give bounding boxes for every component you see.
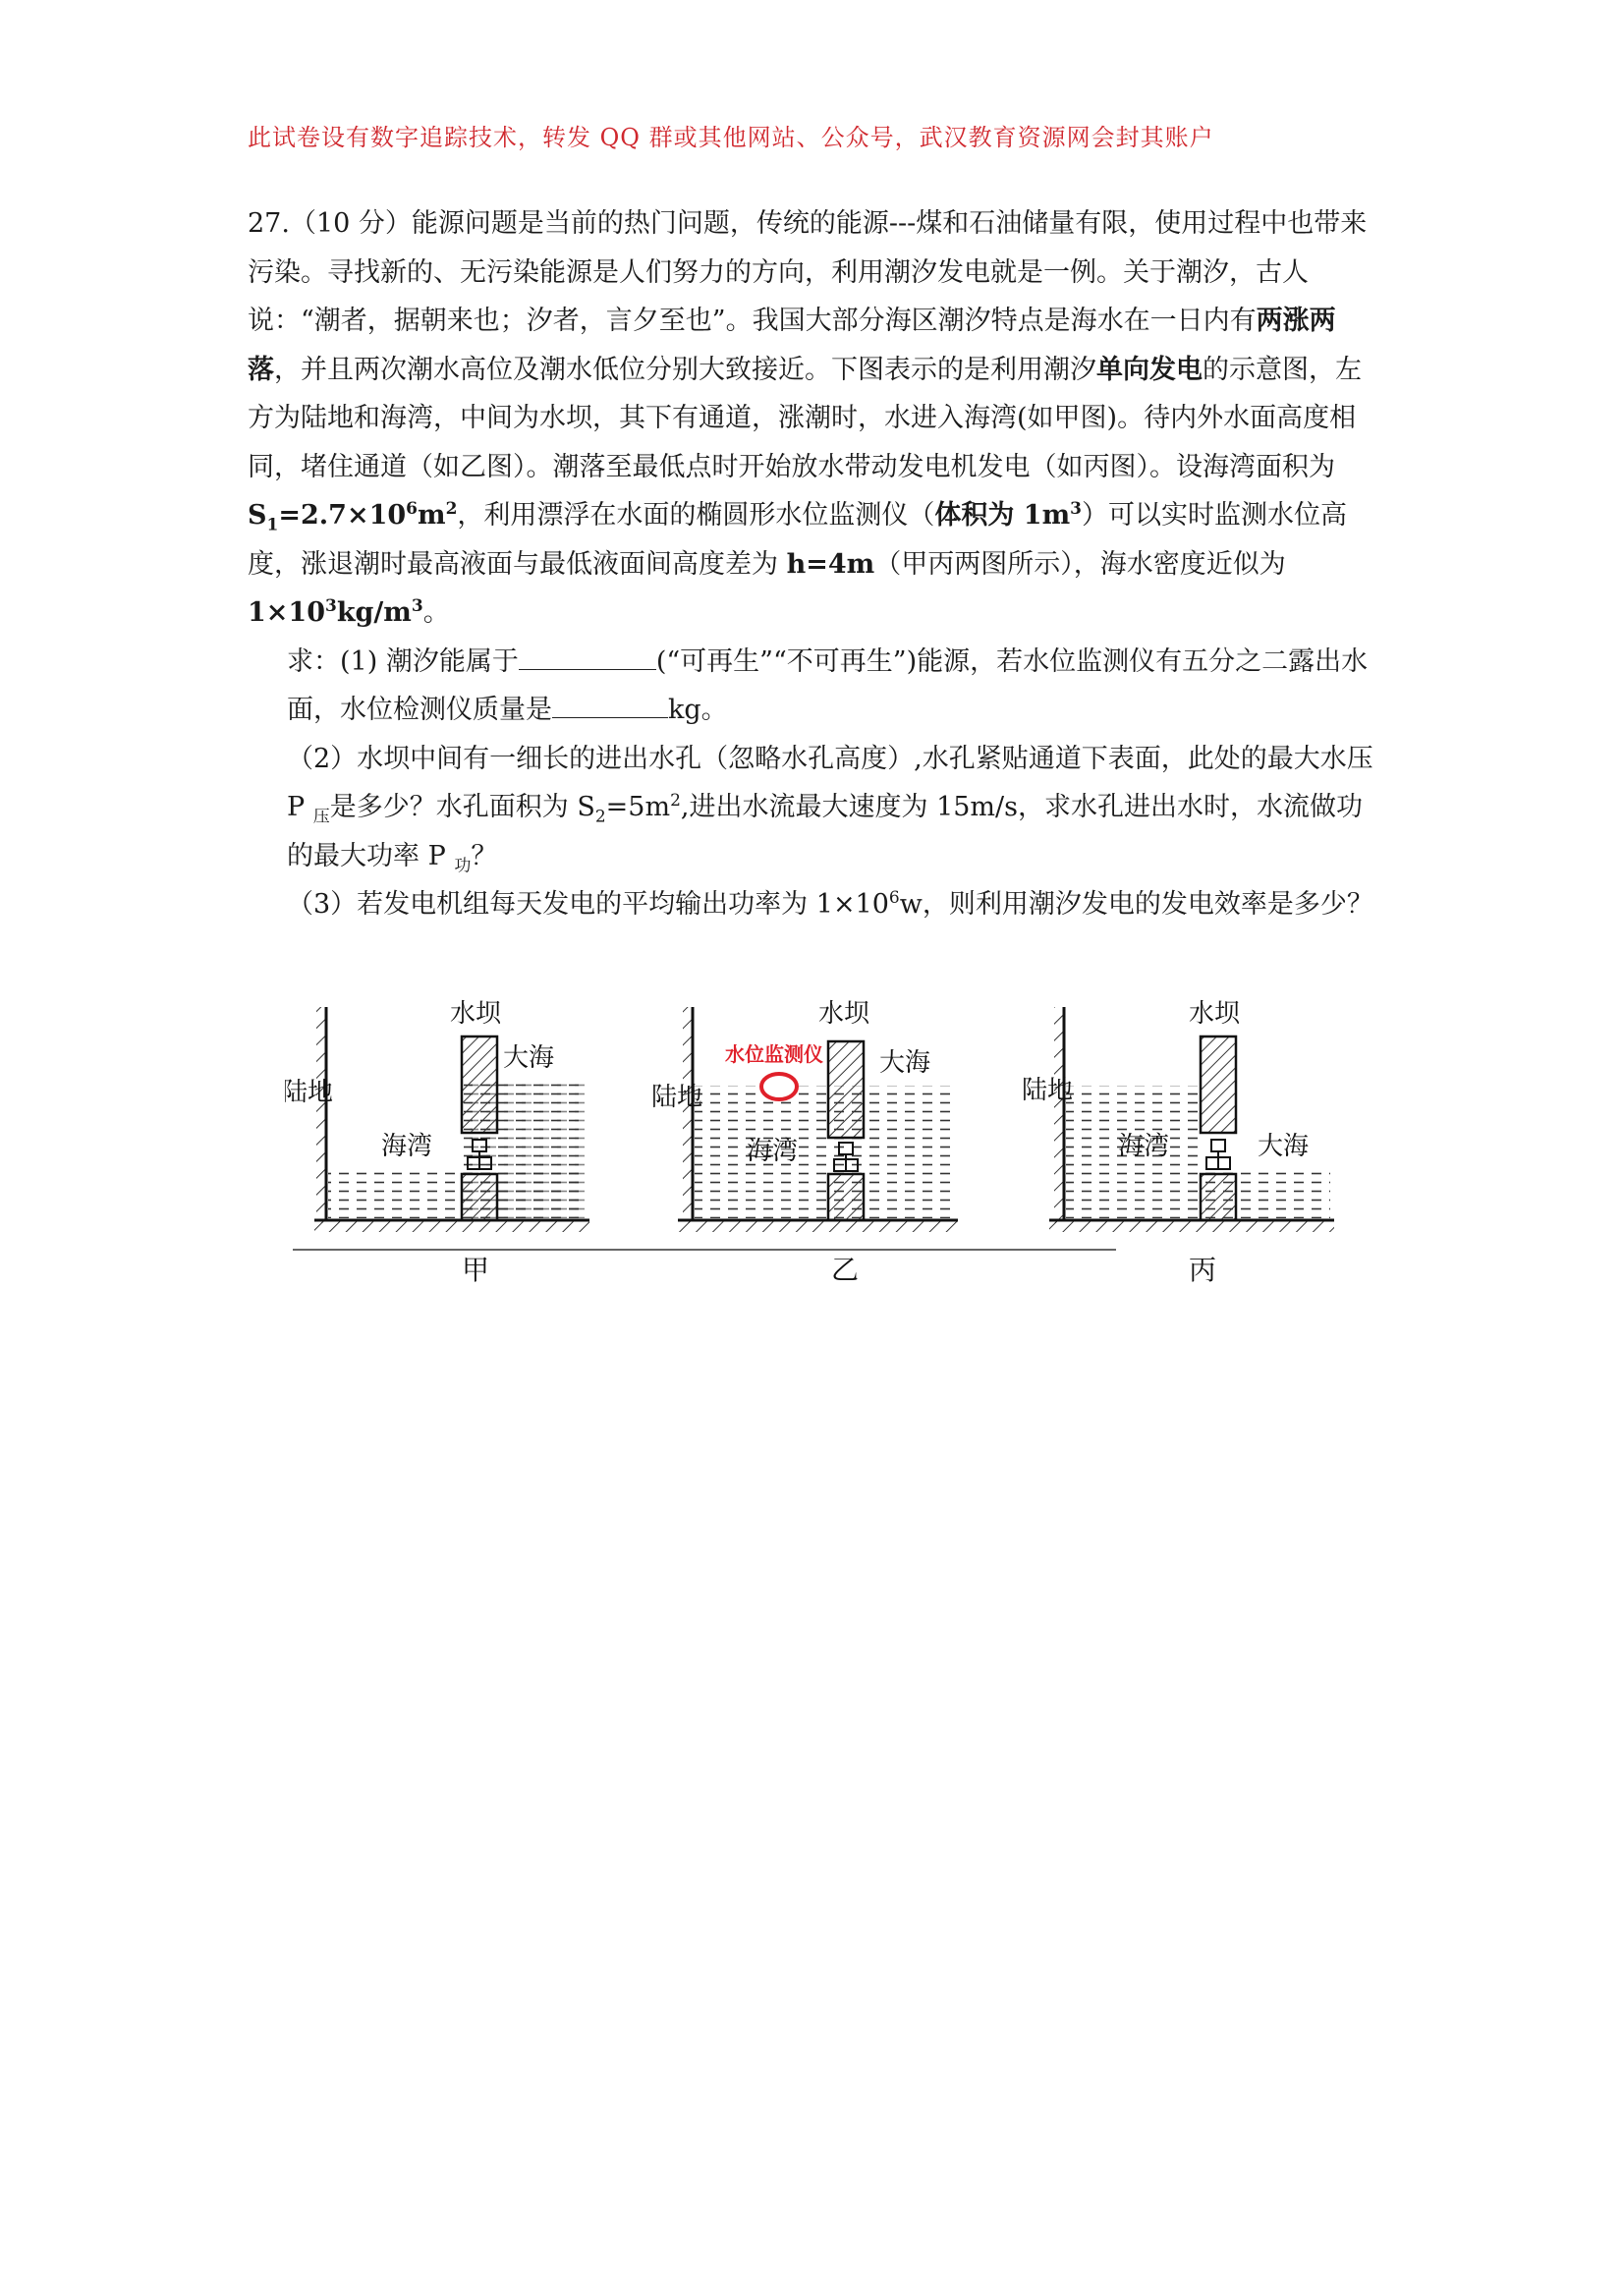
dam-lower xyxy=(462,1174,497,1220)
label-land: 陆地 xyxy=(651,1083,703,1112)
answer-blank-2[interactable] xyxy=(552,692,668,718)
answer-blank-1[interactable] xyxy=(519,644,656,670)
label-dam: 水坝 xyxy=(818,999,870,1029)
caption-jia: 甲 xyxy=(462,1254,490,1286)
dam-lower xyxy=(828,1174,864,1220)
ground-hatch xyxy=(678,1220,958,1232)
caption-bing: 丙 xyxy=(1189,1254,1217,1286)
problem-score: （10 分） xyxy=(289,208,412,239)
question-2: （2）水坝中间有一细长的进出水孔（忽略水孔高度）,水孔紧贴通道下表面，此处的最大水压 P $_压$是多少？水孔面积为 $S_2=5m^2$,进出水流最大速度为 15m/s，求水孔进出水时，水流做功的最大功率 P $_功$？ xyxy=(287,743,1373,875)
dam-upper xyxy=(1201,1036,1236,1133)
turbine-icon xyxy=(1206,1140,1230,1169)
question-1: 求：(1) 潮汐能属于 (“可再生”“不可再生”)能源，若水位监测仪有五分之二露出水面，水位检测仪质量是 kg。 xyxy=(287,638,1387,735)
tidal-diagram-svg xyxy=(285,992,1346,1297)
copyright-notice: 此试卷设有数字追踪技术，转发 QQ 群或其他网站、公众号，武汉教育资源网会封其账户 xyxy=(248,124,1214,151)
label-sea: 大海 xyxy=(1258,1132,1310,1161)
label-bay: 海湾 xyxy=(747,1137,799,1166)
diagram-yi xyxy=(651,999,958,1286)
tidal-diagrams xyxy=(285,992,1346,1297)
label-monitor: 水位监测仪 xyxy=(725,1042,823,1066)
dam-upper xyxy=(462,1036,497,1133)
water-level-monitor xyxy=(761,1074,797,1099)
label-sea: 大海 xyxy=(879,1048,931,1078)
dam-lower xyxy=(1201,1174,1236,1220)
problem-intro: 27.（10 分）能源问题是当前的热门问题，传统的能源---煤和石油储量有限，使用过程中也带来污染。寻找新的、无污染能源是人们努力的方向，利用潮汐发电就是一例。关于潮汐，古人说：“潮者，据朝来也；汐者，言夕至也”。我国大部分海区潮汐特点是海水在一日内有两涨两落，并且两次潮水高位及潮水低位分别大致接近。下图表示的是利用潮汐单向发电的示意图，左方为陆地和海湾，中间为水坝，其下有通道，涨潮时，水进入海湾(如甲图)。待内外水面高度相同，堵住通道（如乙图）。潮落至最低点时开始放水带动发电机发电（如丙图）。设海湾面积为 $S_1=2.7\times 10^6m^2$，利用漂浮在水面的椭圆形水位监测仪（体积为 $1m^3$）可以实时监测水位高度，涨退潮时最高液面与最低液面间高度差为 h=4m（甲丙两图所示），海水密度近似为 $1\times 10^3kg/m^3$。 xyxy=(248,208,1368,628)
ground-hatch xyxy=(1049,1220,1334,1232)
diagram-jia xyxy=(285,999,591,1286)
dam-upper xyxy=(828,1041,864,1138)
ground-hatch xyxy=(314,1220,589,1232)
caption-yi: 乙 xyxy=(831,1254,860,1286)
label-dam: 水坝 xyxy=(450,999,502,1029)
question-list xyxy=(287,638,1387,929)
label-land: 陆地 xyxy=(285,1078,334,1107)
label-dam: 水坝 xyxy=(1189,999,1241,1029)
label-bay: 海湾 xyxy=(1118,1132,1170,1161)
label-bay: 海湾 xyxy=(381,1132,433,1161)
label-land: 陆地 xyxy=(1022,1076,1074,1105)
problem-number: 27. xyxy=(248,208,290,239)
water-both-sides xyxy=(695,1086,953,1218)
question-3: （3）若发电机组每天发电的平均输出功率为 $1\times 10^6w$，则利用潮汐发电的发电效率是多少？ xyxy=(287,888,1373,920)
diagram-bing xyxy=(1022,999,1334,1286)
problem-27 xyxy=(248,199,1387,929)
label-sea: 大海 xyxy=(503,1043,555,1073)
